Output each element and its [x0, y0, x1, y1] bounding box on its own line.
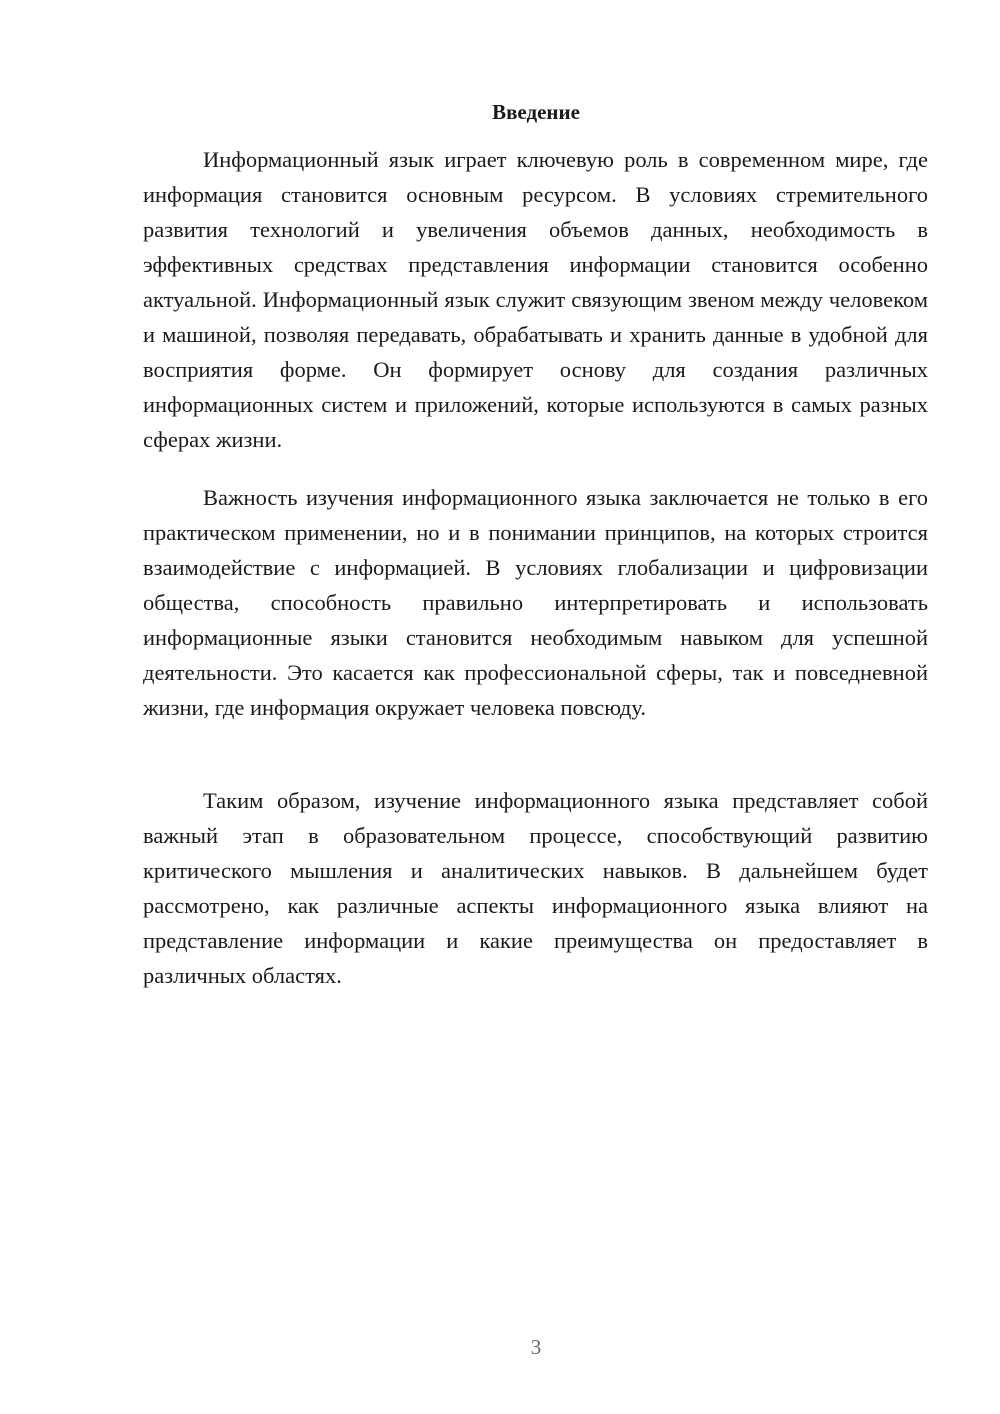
paragraph-conclusion: Таким образом, изучение информационного языка представляет собой важный этап в образовательном процессе, способствующий развитию критического мышления и аналитических навыков. В дальнейшем будет рассмотрено, как различные аспекты информационного языка влияют на представление информации и какие преимущества он предоставляет в различных областях.: [143, 788, 928, 988]
paragraph-intro: Информационный язык играет ключевую роль в современном мире, где информация становится основным ресурсом. В условиях стремительного развития технологий и увеличения объемов данных, необходимость в эффективных средствах представления информации становится особенно актуальной. Информационный язык служит связующим звеном между человеком и машиной, позволяя передавать, обрабатывать и хранить данные в удобной для восприятия форме. Он формирует основу для создания различных информационных систем и приложений, которые используются в самых разных сферах жизни.: [143, 147, 928, 452]
paragraph-importance: Важность изучения информационного языка заключается не только в его практическом применении, но и в понимании принципов, на которых строится взаимодействие с информацией. В условиях глобализации и цифровизации общества, способность правильно интерпретировать и использовать информационные языки становится необходимым навыком для успешной деятельности. Это касается как профессиональной сферы, так и повседневной жизни, где информация окружает человека повсюду.: [143, 485, 928, 720]
page-number: 3: [530, 1335, 542, 1359]
section-heading: Введение: [492, 100, 580, 124]
